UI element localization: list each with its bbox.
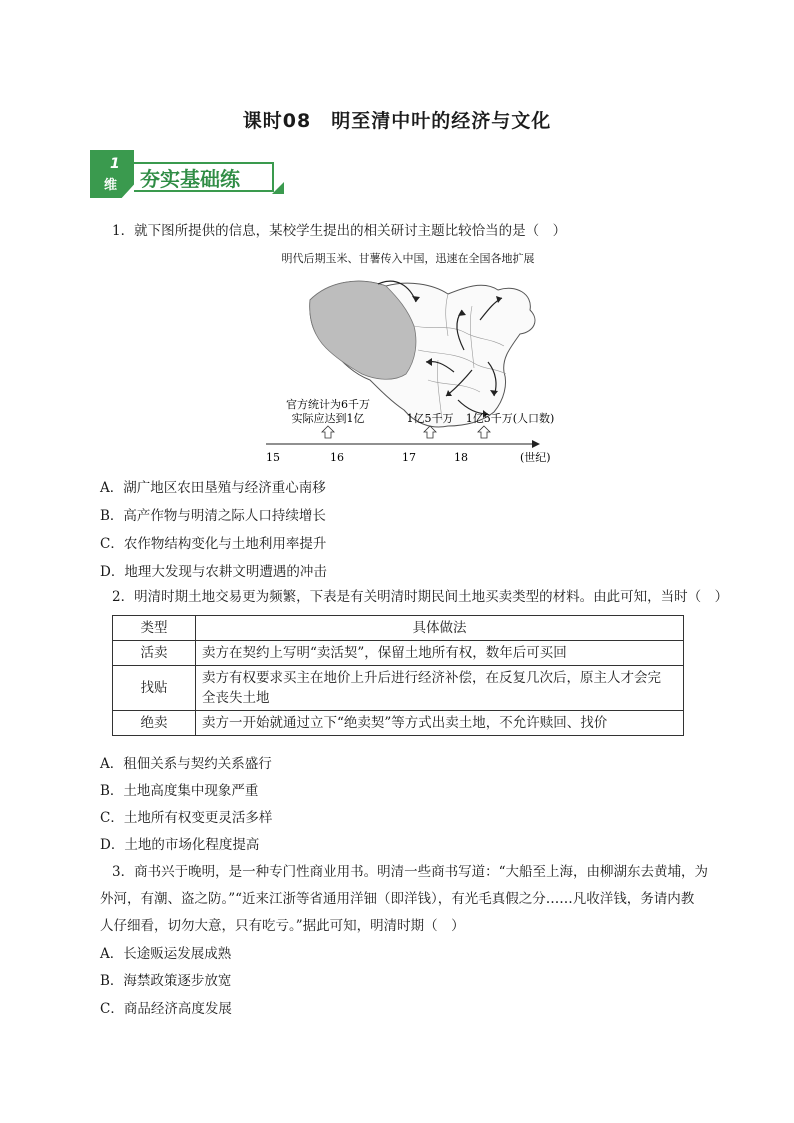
table-header-type: 类型 bbox=[113, 616, 196, 641]
banner-title: 夯实基础练 bbox=[134, 162, 274, 192]
q3-option-c[interactable]: C．商品经济高度发展 bbox=[100, 1001, 232, 1017]
timeline-arrowhead bbox=[532, 440, 540, 448]
page-title: 课时08 明至清中叶的经济与文化 bbox=[242, 110, 552, 132]
population-note-official: 官方统计为6千万 bbox=[286, 398, 370, 411]
q3-stem-line-1: 3．商书兴于晚明，是一种专门性商业用书。明清一些商书写道：“大船至上海，由柳湖东去黄埔，为 bbox=[112, 864, 708, 880]
tick-unit: (世纪) bbox=[520, 451, 551, 464]
q2-option-d[interactable]: D．土地的市场化程度提高 bbox=[100, 837, 260, 853]
row-type: 活卖 bbox=[113, 641, 196, 666]
q2-stem: 2．明清时期土地交易更为频繁，下表是有关明清时期民间土地买卖类型的材料。由此可知，当时（ ） bbox=[112, 589, 729, 605]
population-note-17c: 1亿5千万 bbox=[406, 412, 454, 425]
q1-option-c[interactable]: C．农作物结构变化与土地利用率提升 bbox=[100, 536, 327, 552]
table-row bbox=[113, 711, 684, 736]
table-row bbox=[113, 666, 684, 711]
row-method-line: 全丧失土地 bbox=[202, 690, 270, 706]
tick-16: 16 bbox=[330, 451, 344, 464]
banner-dimension-label: 维 bbox=[104, 178, 118, 193]
q1-option-a[interactable]: A．湖广地区农田垦殖与经济重心南移 bbox=[100, 480, 326, 496]
q1-map-figure bbox=[258, 250, 558, 470]
row-method bbox=[196, 711, 684, 736]
population-note-18c: 1亿5千万(人口数) bbox=[465, 412, 555, 425]
q1-option-b[interactable]: B．高产作物与明清之际人口持续增长 bbox=[100, 508, 326, 524]
table-header-method: 具体做法 bbox=[196, 616, 684, 641]
row-method-line: 卖方在契约上写明“卖活契”，保留土地所有权，数年后可买回 bbox=[202, 645, 567, 661]
banner-corner-decoration bbox=[272, 182, 284, 194]
population-note-actual: 实际应达到1亿 bbox=[291, 412, 365, 425]
row-method-line: 卖方一开始就通过立下“绝卖契”等方式出卖土地，不允许赎回、找价 bbox=[202, 715, 608, 731]
tick-17: 17 bbox=[402, 451, 416, 464]
row-method bbox=[196, 666, 684, 711]
row-method bbox=[196, 641, 684, 666]
banner-number: 1 bbox=[110, 156, 120, 172]
q3-option-a[interactable]: A．长途贩运发展成熟 bbox=[100, 946, 232, 962]
table-row bbox=[113, 641, 684, 666]
q2-option-c[interactable]: C．土地所有权变更灵活多样 bbox=[100, 810, 273, 826]
china-map-diagram bbox=[258, 250, 558, 470]
q1-option-d[interactable]: D．地理大发现与农耕文明遭遇的冲击 bbox=[100, 564, 327, 580]
row-type: 找贴 bbox=[113, 666, 196, 711]
row-type: 绝卖 bbox=[113, 711, 196, 736]
table-header-row bbox=[113, 616, 684, 641]
q2-option-a[interactable]: A．租佃关系与契约关系盛行 bbox=[100, 756, 272, 772]
q2-option-b[interactable]: B．土地高度集中现象严重 bbox=[100, 783, 259, 799]
q3-stem-line-3: 人仔细看，切勿大意，只有吃亏。”据此可知，明清时期（ ） bbox=[100, 918, 465, 934]
tick-15: 15 bbox=[266, 451, 280, 464]
row-method-line: 卖方有权要求买主在地价上升后进行经济补偿，在反复几次后，原主人才会完 bbox=[202, 670, 661, 686]
population-markers bbox=[322, 426, 490, 438]
tick-18: 18 bbox=[454, 451, 468, 464]
land-transaction-table bbox=[112, 615, 684, 736]
q3-stem-line-2: 外河，有潮、盗之防。”“近来江浙等省通用洋钿（即洋钱），有光毛真假之分……凡收洋钱，务请内教 bbox=[100, 891, 695, 907]
q3-option-b[interactable]: B．海禁政策逐步放宽 bbox=[100, 973, 232, 989]
section-banner bbox=[90, 150, 286, 198]
q1-stem: 1．就下图所提供的信息，某校学生提出的相关研讨主题比较恰当的是（ ） bbox=[112, 223, 567, 239]
map-caption: 明代后期玉米、甘薯传入中国，迅速在全国各地扩展 bbox=[281, 252, 535, 265]
